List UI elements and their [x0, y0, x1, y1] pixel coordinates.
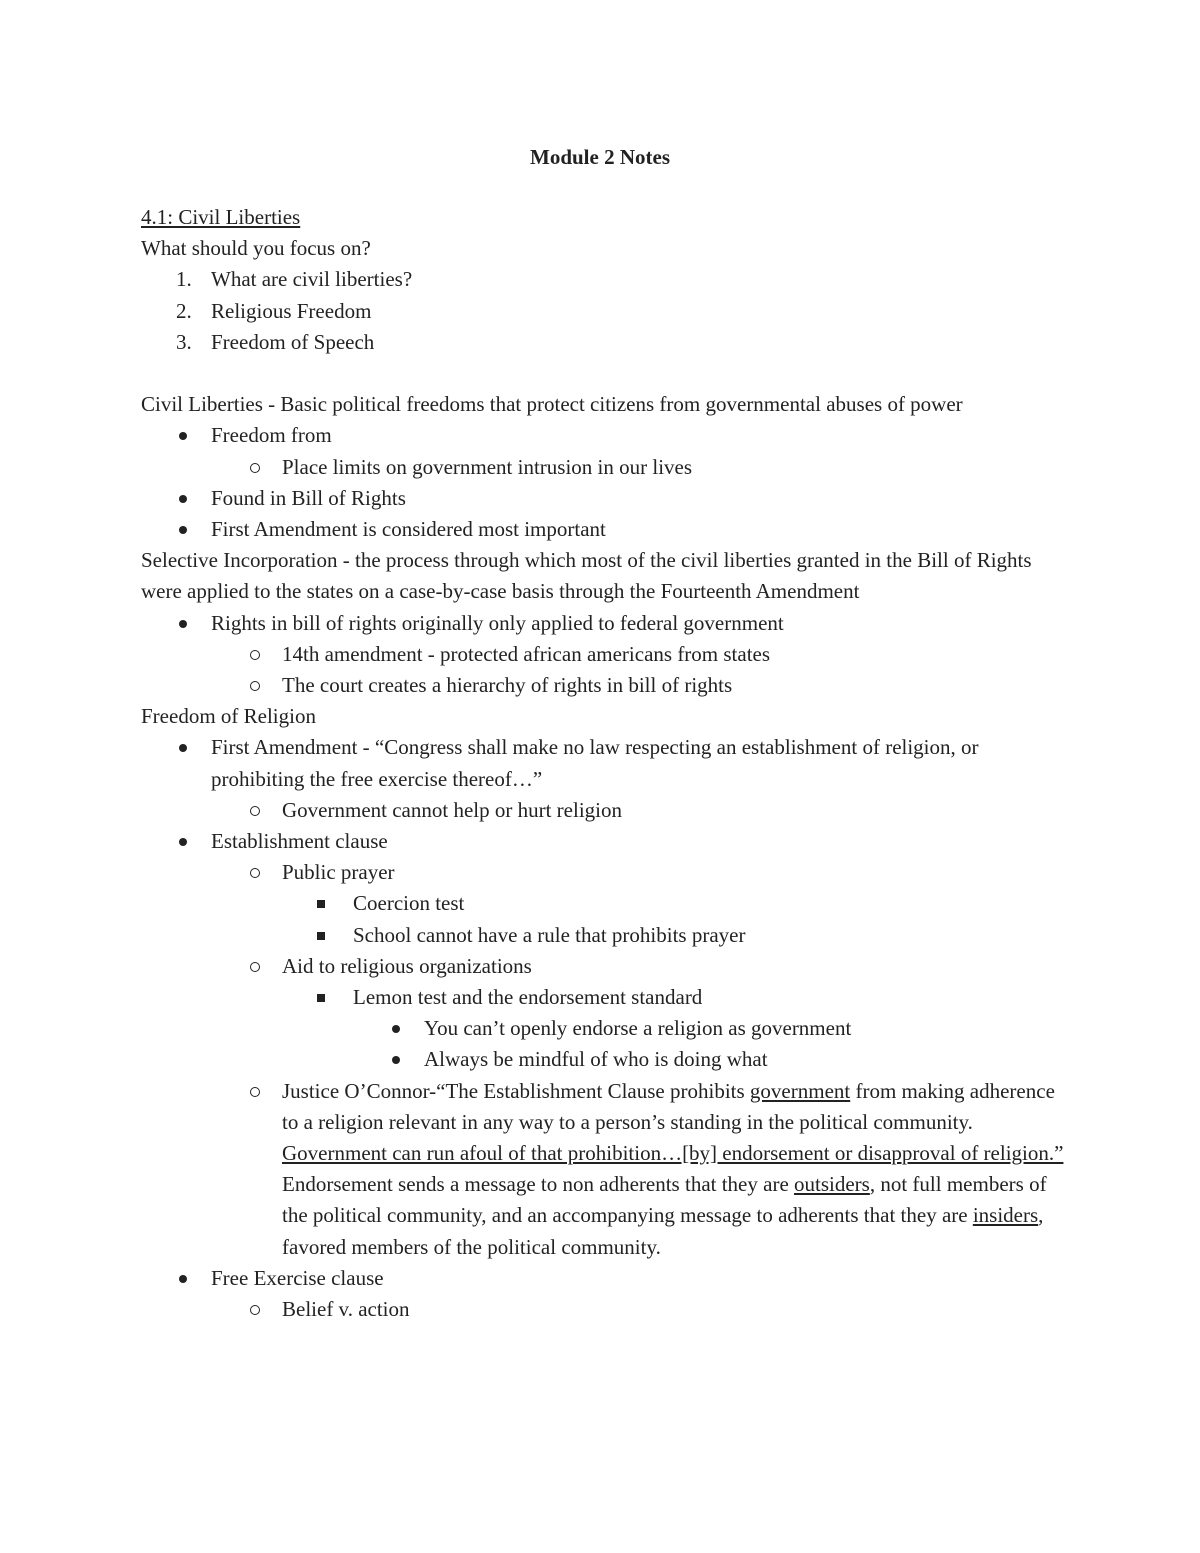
quote-text: , favored members of the political community.: [282, 1203, 1044, 1259]
bullet-text: Establishment clause: [211, 829, 388, 854]
quote-underlined-text: outsiders: [794, 1172, 870, 1197]
quote-text: Endorsement sends a message to non adherents that they are: [282, 1172, 795, 1197]
quote-underlined-text: government: [749, 1078, 851, 1103]
bullet-circle-icon: [250, 650, 260, 660]
civil-liberties-definition: Civil Liberties - Basic political freedoms that protect citizens from governmental abuses of power: [141, 392, 963, 417]
bullet-dot-icon: [179, 620, 187, 628]
focus-question: What should you focus on?: [141, 236, 371, 261]
quote-text: , not full members of the political community, and an accompanying message to adherents that they are: [282, 1172, 1047, 1228]
list-item-text: Religious Freedom: [211, 298, 372, 323]
bullet-text: Found in Bill of Rights: [211, 485, 406, 510]
bullet-dot-icon: [179, 432, 187, 440]
bullet-item: [141, 951, 1071, 982]
bullet-square-icon: [317, 900, 325, 908]
list-item-text: What are civil liberties?: [211, 267, 413, 292]
bullet-text: School cannot have a rule that prohibits prayer: [353, 922, 746, 947]
bullet-dot-icon: [179, 1275, 187, 1283]
bullet-item: [141, 670, 1071, 701]
bullet-item: [141, 857, 1071, 888]
bullet-circle-icon: [250, 806, 260, 816]
bullet-dot-icon: [392, 1025, 400, 1033]
bullet-text: The court creates a hierarchy of rights in bill of rights: [282, 673, 733, 698]
bullet-item: [141, 826, 1071, 857]
bullet-item: [141, 795, 1071, 826]
list-item: [141, 264, 1071, 295]
bullet-dot-icon: [179, 838, 187, 846]
bullet-item: [141, 732, 1071, 794]
quote-text: Justice O’Connor-“The Establishment Clause prohibits: [282, 1078, 750, 1103]
bullet-item: [141, 514, 1071, 545]
quote-underlined-text: insiders: [972, 1203, 1039, 1228]
bullet-circle-icon: [250, 681, 260, 691]
list-number: 2.: [176, 298, 192, 323]
bullet-text: Aid to religious organizations: [282, 953, 532, 978]
quote-underlined-text: Government can run afoul of that prohibition…[by] endorsement or disapproval of religion.”: [282, 1141, 1064, 1166]
section-heading: 4.1: Civil Liberties: [141, 205, 301, 229]
bullet-text: Government cannot help or hurt religion: [282, 797, 622, 822]
bullet-circle-icon: [250, 463, 260, 473]
bullet-text: Lemon test and the endorsement standard: [353, 985, 703, 1010]
bullet-square-icon: [317, 932, 325, 940]
bullet-item: [141, 420, 1071, 451]
bullet-item: [141, 608, 1071, 639]
bullet-text: Coercion test: [353, 891, 465, 916]
bullet-text: Free Exercise clause: [211, 1265, 384, 1290]
list-number: 1.: [176, 267, 192, 292]
page-title: Module 2 Notes: [530, 145, 670, 169]
bullet-item: [141, 452, 1071, 483]
bullet-circle-icon: [250, 962, 260, 972]
bullet-text: First Amendment - “Congress shall make no law respecting an establishment of religion, or prohibiting the free exercise thereof…”: [211, 735, 979, 791]
bullet-square-icon: [317, 994, 325, 1002]
bullet-item: [141, 1294, 1071, 1325]
bullet-text: Belief v. action: [282, 1297, 410, 1322]
bullet-circle-icon: [250, 1087, 260, 1097]
bullet-item: [141, 639, 1071, 670]
oconnor-quote: [141, 1076, 1071, 1263]
bullet-text: Public prayer: [282, 860, 395, 885]
bullet-circle-icon: [250, 1305, 260, 1315]
bullet-item: [141, 920, 1071, 951]
bullet-item: [141, 483, 1071, 514]
bullet-text: Freedom from: [211, 423, 332, 448]
selective-incorporation-definition: Selective Incorporation - the process through which most of the civil liberties granted in the Bill of Rights were applied to the states on a case-by-case basis through the Fourteenth Amendment: [141, 548, 1032, 604]
list-item: [141, 296, 1071, 327]
bullet-text: 14th amendment - protected african americans from states: [282, 641, 771, 666]
bullet-item: [141, 888, 1071, 919]
document-body: [141, 202, 1071, 1325]
list-item-text: Freedom of Speech: [211, 329, 375, 354]
bullet-item: [141, 1044, 1071, 1075]
list-item: [141, 327, 1071, 358]
bullet-text: Rights in bill of rights originally only applied to federal government: [211, 610, 784, 635]
quote-text: from making adherence to a religion relevant in any way to a person’s standing in the political community.: [282, 1078, 1055, 1134]
bullet-circle-icon: [250, 868, 260, 878]
bullet-item: [141, 982, 1071, 1013]
bullet-text: You can’t openly endorse a religion as government: [424, 1016, 852, 1041]
bullet-dot-icon: [179, 526, 187, 534]
spacer: [141, 358, 1071, 389]
bullet-text: Always be mindful of who is doing what: [424, 1047, 768, 1072]
bullet-dot-icon: [392, 1056, 400, 1064]
list-number: 3.: [176, 329, 192, 354]
bullet-dot-icon: [179, 744, 187, 752]
freedom-of-religion-heading: Freedom of Religion: [141, 704, 316, 729]
bullet-text: First Amendment is considered most important: [211, 517, 606, 542]
bullet-item: [141, 1263, 1071, 1294]
bullet-item: [141, 1013, 1071, 1044]
bullet-text: Place limits on government intrusion in our lives: [282, 454, 693, 479]
bullet-dot-icon: [179, 495, 187, 503]
